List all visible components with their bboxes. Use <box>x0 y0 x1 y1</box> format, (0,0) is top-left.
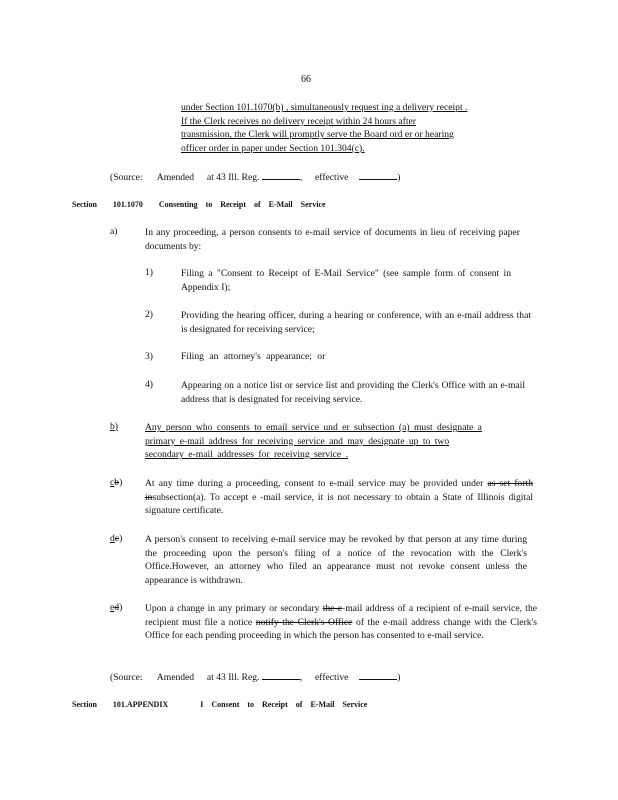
marker-paren: ) <box>119 602 123 613</box>
section-title: I Consent to Receipt of E-Mail Service <box>200 700 368 709</box>
intro-line: If the Clerk receives no delivery receipt within 24 hours after <box>181 115 416 127</box>
item-e-marker <box>110 602 122 613</box>
section-word: Section <box>72 700 97 709</box>
item-e-text <box>145 602 537 643</box>
item-a-text: In any proceeding, a person consents to e-mail service of documents in lieu of receiving paper documents by: <box>145 227 520 252</box>
effective-blank <box>359 671 397 680</box>
source-label: (Source: <box>110 672 143 683</box>
item-e-text-1: Upon a change in any primary or secondary <box>145 603 320 614</box>
item-e-deleted-2: notify the Clerk's Office <box>255 616 353 628</box>
marker-new: d <box>110 533 115 544</box>
marker-new: e <box>110 602 115 613</box>
intro-line: officer order in paper under Section 101.304(c). <box>181 142 365 154</box>
marker-paren: ) <box>119 477 123 488</box>
intro-line: under Section 101.1070(b) , simultaneously request ing a delivery receipt . <box>181 102 468 113</box>
subitem-marker: 1) <box>145 267 153 278</box>
section-title: Consenting to Receipt of E-Mail Service <box>158 200 326 209</box>
marker-old: d <box>114 602 120 613</box>
item-b-line: Any person who consents to email service und er subsection (a) must designate a <box>145 422 482 433</box>
intro-paragraph <box>181 101 467 155</box>
item-d-marker <box>110 533 122 544</box>
item-c-text <box>145 477 533 518</box>
source-amended: Amended <box>156 672 195 683</box>
item-c-text-post: subsection(a). To accept e -mail service, it is not necessary to obtain a State of Illinois digital signature certificate. <box>145 491 533 517</box>
section-heading-2 <box>72 700 367 709</box>
section-number: 101.APPENDIX <box>112 700 169 709</box>
page-number: 66 <box>301 74 311 85</box>
source-reg: at 43 Ill. Reg. <box>206 172 260 183</box>
source-close: ) <box>397 172 401 183</box>
source-note-2 <box>110 671 400 683</box>
source-note-1 <box>110 171 400 183</box>
subitem-marker: 3) <box>145 351 153 362</box>
effective-blank <box>359 171 397 180</box>
item-b-marker: b) <box>110 421 118 432</box>
source-amended: Amended <box>156 172 195 183</box>
source-comma: , <box>299 672 303 683</box>
intro-line: transmission, the Clerk will promptly serve the Board ord er or hearing <box>181 129 454 141</box>
item-e-text-3: of the e-mail address change with the Clerk's Office for each pending proceeding in which the person has consented to e-mail service. <box>145 616 538 642</box>
item-e-text-2: -mail address of a recipient of e-mail service, the recipient must file a notice <box>145 603 537 628</box>
source-reg: at 43 Ill. Reg. <box>206 672 260 683</box>
subitem-text: Appearing on a notice list or service list and providing the Clerk's Office with an e-mail address that is designated for receiving service. <box>181 380 525 405</box>
section-number: 101.1070 <box>112 200 143 209</box>
item-c-deleted: as set forth in <box>145 478 533 503</box>
source-comma: , <box>299 172 303 183</box>
subitem-text: Filing a "Consent to Receipt of E-Mail Service" (see sample form of consent in Appendix I); <box>181 268 511 293</box>
item-d-text: A person's consent to receiving e-mail service may be revoked by that person at any time during the proceeding upon the person's filing of a notice of the revocation with the Clerk's Office.However, an attorney who filed an appearance must not revoke consent unless the appearance is withdrawn. <box>145 534 527 586</box>
item-c-text-pre: At any time during a proceeding, consent to e-mail service may be provided under <box>145 478 484 489</box>
item-e-deleted-1: the e <box>322 603 342 614</box>
item-b-line: primary e-mail address for receiving service and may designate up to two <box>145 435 450 447</box>
reg-blank <box>262 171 300 180</box>
item-a-marker: a) <box>110 226 118 237</box>
marker-old: c <box>114 533 120 544</box>
item-b-text <box>145 421 482 462</box>
subitem-text: Filing an attorney's appearance; or <box>181 351 326 362</box>
marker-paren: ) <box>119 533 123 544</box>
marker-new: c <box>110 477 115 488</box>
item-c-marker <box>110 477 122 488</box>
source-close: ) <box>397 672 401 683</box>
reg-blank <box>262 671 300 680</box>
source-effective: effective <box>315 672 349 683</box>
source-label: (Source: <box>110 172 143 183</box>
subitem-marker: 4) <box>145 379 153 390</box>
marker-old: b <box>114 477 120 488</box>
subitem-marker: 2) <box>145 309 153 320</box>
section-heading-1 <box>72 200 326 209</box>
subitem-text: Providing the hearing officer, during a hearing or conference, with an e-mail address that is designated for receiving service; <box>181 310 531 335</box>
section-word: Section <box>72 200 97 209</box>
source-effective: effective <box>315 172 349 183</box>
item-b-line: secondary e-mail addresses for receiving service . <box>145 449 348 461</box>
